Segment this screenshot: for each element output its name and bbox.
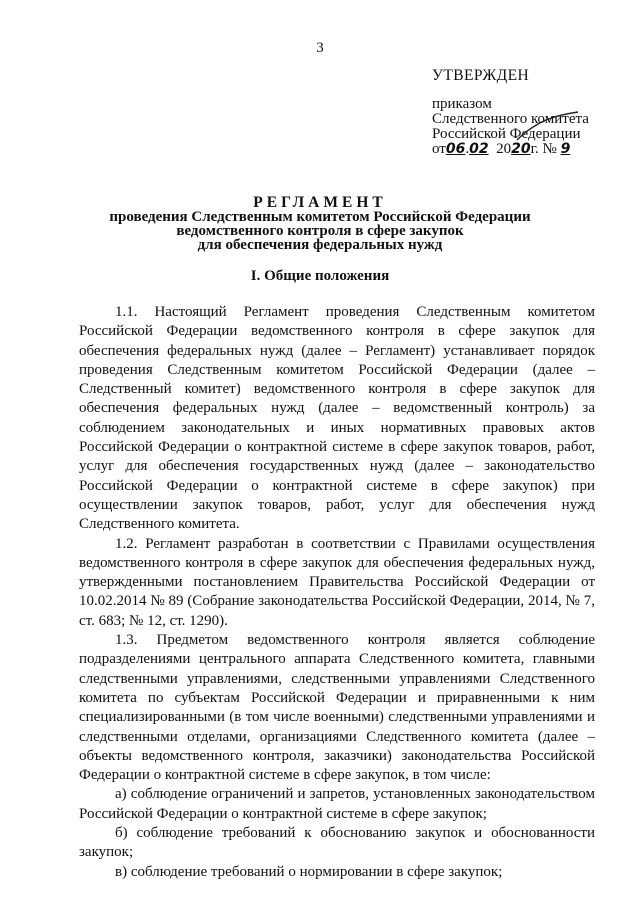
- subitem-a: а) соблюдение ограничений и запретов, установленных законодательством Российской Федерации о контрактной системе в сфере закупок;: [79, 786, 595, 822]
- year-label: г. №: [530, 141, 557, 157]
- approval-line-2: Следственного комитета: [432, 111, 589, 127]
- order-number: 9: [560, 141, 571, 157]
- date-day: 06: [445, 141, 466, 157]
- subitem-b: б) соблюдение требований к обоснованию закупок и обоснованности закупок;: [79, 825, 595, 861]
- approval-heading: УТВЕРЖДЕН: [432, 67, 530, 84]
- body-text: [79, 303, 595, 882]
- subitem-v: в) соблюдение требований о нормировании в сфере закупок;: [115, 863, 503, 880]
- page-number: 3: [316, 40, 324, 56]
- signature-stroke: [512, 110, 582, 150]
- date-month: 02: [469, 141, 489, 157]
- approval-line-1: приказом: [432, 96, 492, 112]
- approval-line-3: Российской Федерации: [432, 126, 581, 142]
- title-main: РЕГЛАМЕНТ: [253, 194, 387, 211]
- paragraph-1-1: 1.1. Настоящий Регламент проведения Следственным комитетом Российской Федерации ведомственного контроля в сфере закупок для обеспечения федеральных нужд (далее – Регламент) устанавливает порядок проведения Следственным комитетом Российской Федерации (далее – Следственный комитет) ведомственного контроля в сфере закупок для обеспечения федеральных нужд (далее – ведомственный контроль) за соблюдением законодательных и иных нормативных правовых актов Российской Федерации о контрактной системе в сфере закупок товаров, работ, услуг для обеспечения государственных нужд (далее – законодательство Российской Федерации о контрактной системе в сфере закупок) при осуществлении закупок товаров, работ, услуг для обеспечения нужд Следственного комитета.: [79, 304, 595, 533]
- title-line-1: проведения Следственным комитетом Российской Федерации: [109, 209, 531, 225]
- document-title: [0, 196, 640, 252]
- approval-date-line: от06.02 2020г. № 9: [432, 141, 571, 157]
- paragraph-1-2: 1.2. Регламент разработан в соответствии с Правилами осуществления ведомственного контроля в сфере закупок для обеспечения федеральных нужд, утвержденными постановлением Правительства Российской Федерации от 10.02.2014 № 89 (Собрание законодательства Российской Федерации, 2014, № 7, ст. 683; № 12, ст. 1290).: [79, 535, 595, 629]
- paragraph-1-3: 1.3. Предметом ведомственного контроля является соблюдение подразделениями центрального аппарата Следственного комитета, главными следственными управлениями, следственными управлениями Следственного комитета по субъектам Российской Федерации и приравненными к ним специализированными (в том числе военными) следственными управлениями и следственными отделами, организациями Следственного комитета (далее – объекты ведомственного контроля, заказчики) законодательства Российской Федерации о контрактной системе в сфере закупок, в том числе:: [79, 632, 595, 784]
- section-title: I. Общие положения: [250, 268, 390, 284]
- year-prefix: 20: [496, 141, 512, 157]
- title-line-2: ведомственного контроля в сфере закупок: [176, 223, 464, 239]
- date-prefix: от: [432, 141, 446, 157]
- year-suffix: 20: [511, 141, 531, 157]
- title-line-3: для обеспечения федеральных нужд: [197, 237, 443, 253]
